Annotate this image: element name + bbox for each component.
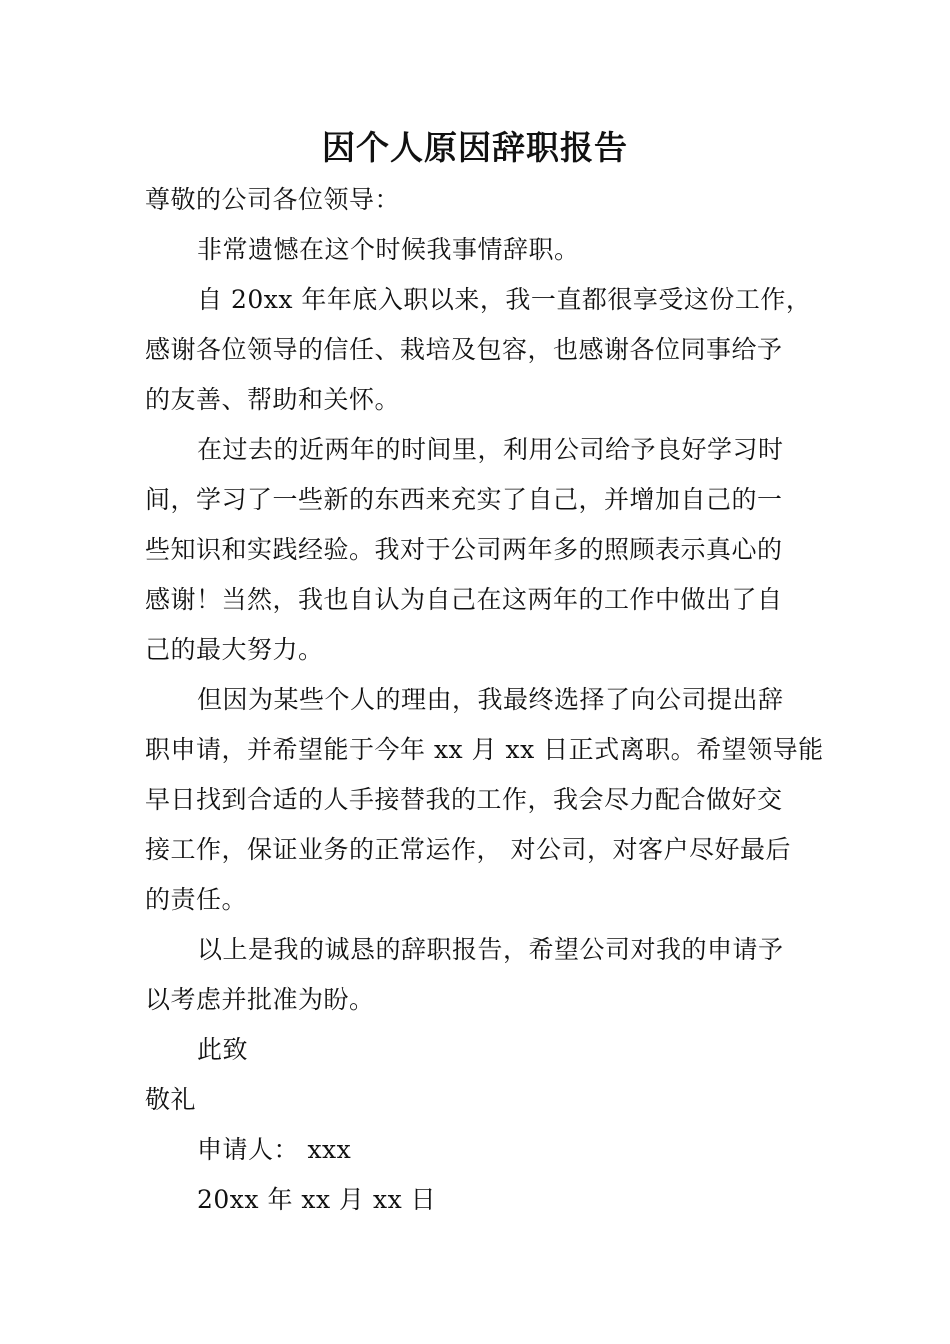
paragraph-2-line-3: 的友善、帮助和关怀。 <box>145 385 401 414</box>
paragraph-2-line-2: 感谢各位领导的信任、栽培及包容，也感谢各位同事给予 <box>145 335 783 364</box>
document-body <box>145 175 824 1225</box>
date-line: 20xx 年 xx 月 xx 日 <box>197 1185 437 1214</box>
closing-line: 此致 <box>197 1035 249 1064</box>
paragraph-5-line-2: 以考虑并批准为盼。 <box>145 985 375 1014</box>
paragraph-3-line-1: 在过去的近两年的时间里，利用公司给予良好学习时 <box>197 435 784 464</box>
paragraph-5-line-1: 以上是我的诚恳的辞职报告，希望公司对我的申请予 <box>197 935 784 964</box>
paragraph-2-line-1: 自 20xx 年年底入职以来，我一直都很享受这份工作， <box>197 285 812 314</box>
applicant-line: 申请人： xxx <box>197 1135 352 1164</box>
paragraph-4-line-4: 接工作，保证业务的正常运作， 对公司，对客户尽好最后 <box>145 835 791 864</box>
paragraph-4-line-1: 但因为某些个人的理由，我最终选择了向公司提出辞 <box>197 685 784 714</box>
salutation: 尊敬的公司各位领导： <box>145 185 401 214</box>
paragraph-3-line-2: 间，学习了一些新的东西来充实了自己，并增加自己的一 <box>145 485 783 514</box>
paragraph-3-line-3: 些知识和实践经验。我对于公司两年多的照顾表示真心的 <box>145 535 783 564</box>
paragraph-3-line-4: 感谢！当然，我也自认为自己在这两年的工作中做出了自 <box>145 585 783 614</box>
document-title: 因个人原因辞职报告 <box>322 128 628 167</box>
paragraph-4-line-5: 的责任。 <box>145 885 248 914</box>
paragraph-4-line-2: 职申请，并希望能于今年 xx 月 xx 日正式离职。希望领导能 <box>145 735 824 764</box>
paragraph-1-line-1: 非常遗憾在这个时候我事情辞职。 <box>197 235 580 264</box>
paragraph-4-line-3: 早日找到合适的人手接替我的工作，我会尽力配合做好交 <box>145 785 783 814</box>
paragraph-3-line-5: 己的最大努力。 <box>145 635 324 664</box>
regards-line: 敬礼 <box>145 1085 197 1114</box>
